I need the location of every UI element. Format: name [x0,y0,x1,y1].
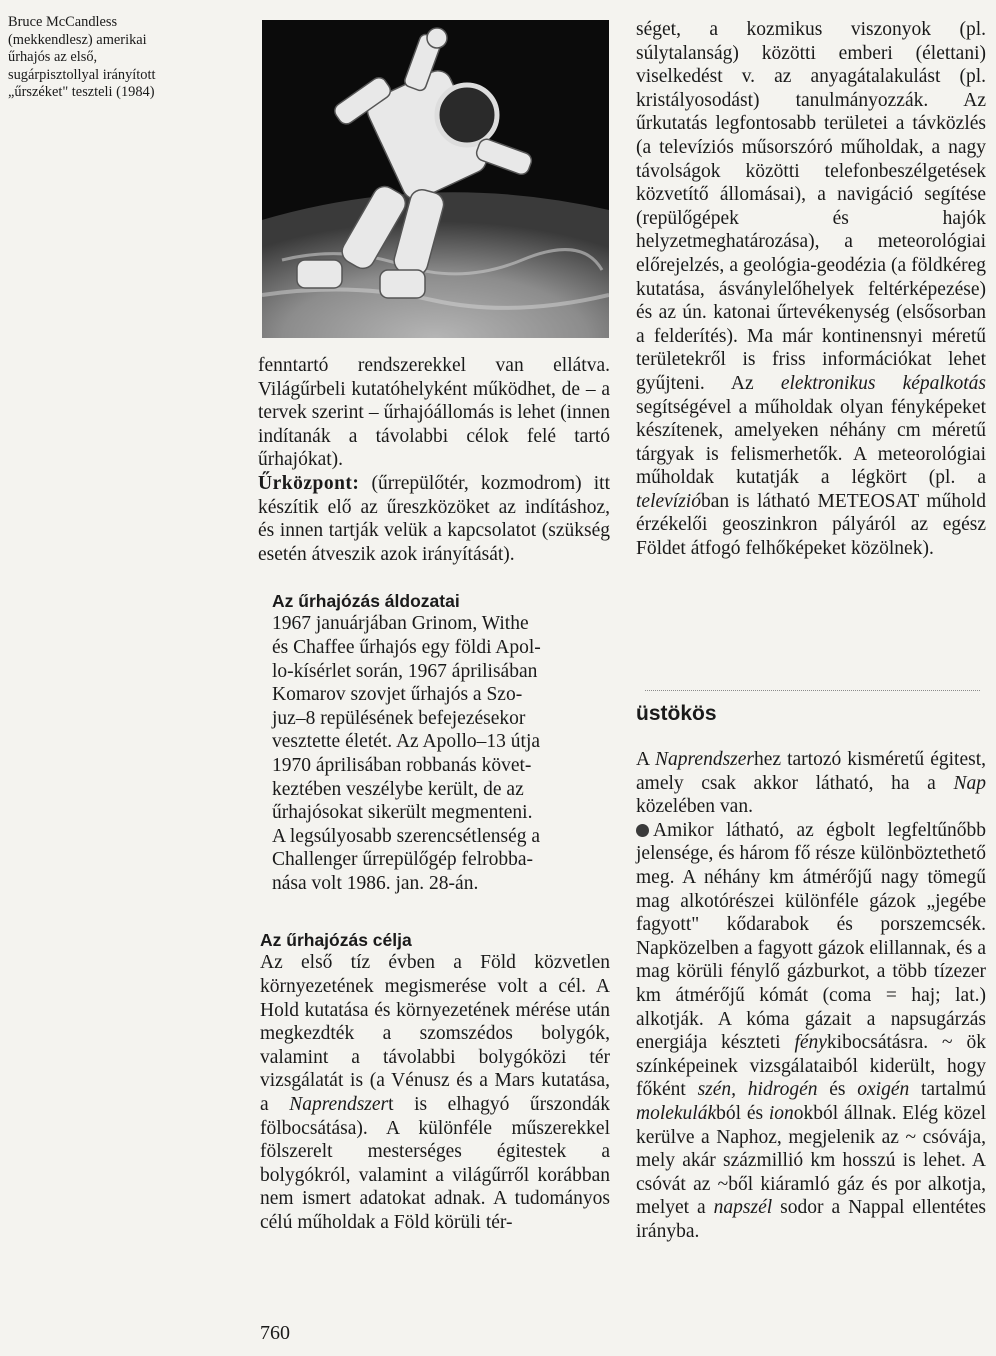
goals-box-text [260,951,610,1234]
entry-body [636,819,986,1244]
body-emphasis: oxigén [857,1079,910,1101]
body-text: ból és [716,1102,769,1124]
definition-emphasis: Nap [953,772,986,794]
paragraph [636,18,986,561]
comet-entry [636,702,986,1243]
definition-text: közelében van. [636,796,753,818]
victims-box-title: Az űrhajózás áldozatai [272,591,460,612]
goals-text-emphasis: Naprendszer [289,1094,389,1116]
victims-box-text: 1967 januárjában Grinom, Withe és Chaffee űrhajós egy földi Apol- lo-kísérlet során, 1967 áprilisában Komarov szovjet űrhajós a Szo- juz–8 repülésének befejezésekor vesztette életét. Az Apollo–13 útja 1970 áprilisában robbanás követ- keztében veszélybe került, de az űrhajósokat sikerült megmenteni. A legsúlyosabb szerencsétlenség a Challenger űrrepülőgép felrobba- nása volt 1986. jan. 28-án. [272,613,541,894]
body-emphasis: fény [794,1032,827,1054]
body-emphasis: napszél [713,1197,773,1219]
bullet-icon [636,824,649,837]
right-column [636,18,986,561]
paragraph-emphasis: televízió [636,490,701,512]
urkozpont-entry [258,472,610,566]
photo-caption: Bruce McCandless (mekkendlesz) amerikai űrhajós az első, sugárpisztollyal irányított „űrszéket" teszteli (1984) [8,14,156,100]
body-text: és [817,1079,858,1101]
entry-definition [636,748,986,819]
goals-text-part: t is elhagyó űrszondák fölbocsátása). A különféle műszerekkel fölszerelt mesterséges égitestek a bolygókról, valamint a világűrről korábban nem ismert adatokat adnak. A tudományos célú műholdak a Föld körüli tér- [260,1094,611,1233]
entry-title: üstökös [636,702,717,725]
body-emphasis: szén, hidrogén [697,1079,818,1101]
page-number: 760 [260,1322,290,1344]
definition-text: hez tartozó kisméretű égitest, amely csak akkor látható, ha a [636,749,986,794]
body-text: sodor a Nappal ellentétes irányba. [636,1197,986,1242]
paragraph-emphasis: elektronikus képalkotás [780,372,987,394]
paragraph-text: ban is látható METEOSAT műhold érzékelői geoszinkron pályáról az egész Földet átfogó felhőképeket közölnek). [636,490,986,560]
paragraph [258,354,610,472]
goals-box-title: Az űrhajózás célja [260,930,412,951]
victims-box [272,590,610,895]
body-emphasis: molekulák [636,1102,717,1124]
middle-column [258,354,610,1235]
body-text: okból állnak. Elég közel kerülve a Naphoz, megjelenik az ~ csóvája, mely akár százmillió km hosszú is lehet. A csóvát az ~ből kiáramló gáz és por alkotja, melyet a [636,1102,986,1219]
paragraph-text: fenntartó rendszerekkel van ellátva. Világűrbeli kutatóhelyként működhet, de – a tervek szerint – űrhajóállomás is lehet (innen indítanák a távolabbi célok felé tartó űrhajókat). [258,355,610,471]
paragraph-text: segítségével a műholdak olyan fényképeket készítenek, amelyeken néhány cm méretű tárgyak is felismerhetők. A meteorológiai műholdak kutatják a légkört (pl. a [636,396,986,489]
astronaut-illustration [262,20,609,338]
section-divider [645,690,980,691]
urkozpont-term: Űrközpont: [258,472,360,494]
body-text: Amikor látható, az égbolt legfeltűnőbb jelensége, és három fő része különböztethető meg. A néhány km átmérőjű nagy tömegű mag alkotórészei különféle gázok „jegébe fagyott" kődarabok és porszemcsék. Napközelben a fagyott gázok elillannak, és a mag körüli fénylő gázburkot, a több tízezer km átmérőjű kómát (coma = haj; lat.) alkotják. A kóma gázait a napsugárzás energiája készteti [636,819,986,1054]
astronaut-photo [262,20,609,338]
body-text: tartalmú [909,1079,986,1101]
body-emphasis: ion [768,1102,794,1124]
definition-emphasis: Naprendszer [655,749,754,770]
definition-text: A [636,749,656,770]
goals-box [260,929,610,1234]
goals-text-part: Az első tíz évben a Föld közvetlen környezetének megismerése volt a cél. A Hold kutatása és környezetének mérése után megkezdték a szomszédos bolygók, valamint a távolabbi bolygóközi tér vizsgálatát is (a Vénusz és a Mars kutatása, a [260,952,610,1116]
paragraph-text: séget, a kozmikus viszonyok (pl. súlytalanság) közötti emberi (élettani) viselkedést v. az anyagátalakulást (pl. kristályosodást) tanulmányozzák. Az űrkutatás legfontosabb területei a távközlés (a televíziós műsorszóró műholdak, a nagy távolságok közötti telefonbeszélgetések közvetítő állomásai), a navigáció segítése (repülőgépek és hajók helyzetmeghatározása), a meteorológiai előrejelzés, a geológia-geodézia (a földkéreg kutatása, ásványlelőhelyek feltérképezése) és az ún. katonai űrtevékenység (elsősorban a felderítés). Ma már kontinensnyi méretű területekről is friss információkat lehet gyűjteni. Az [636,19,986,394]
urkozpont-text: (űrrepülőtér, kozmodrom) itt készítik elő az űreszközöket az indításhoz, és innen tartják velük a kapcsolatot (szükség esetén átveszik azok irányítását). [258,472,610,565]
body-text: kibocsátásra. ~ ök színképeinek vizsgálataiból kiderült, hogy főként [636,1032,986,1101]
